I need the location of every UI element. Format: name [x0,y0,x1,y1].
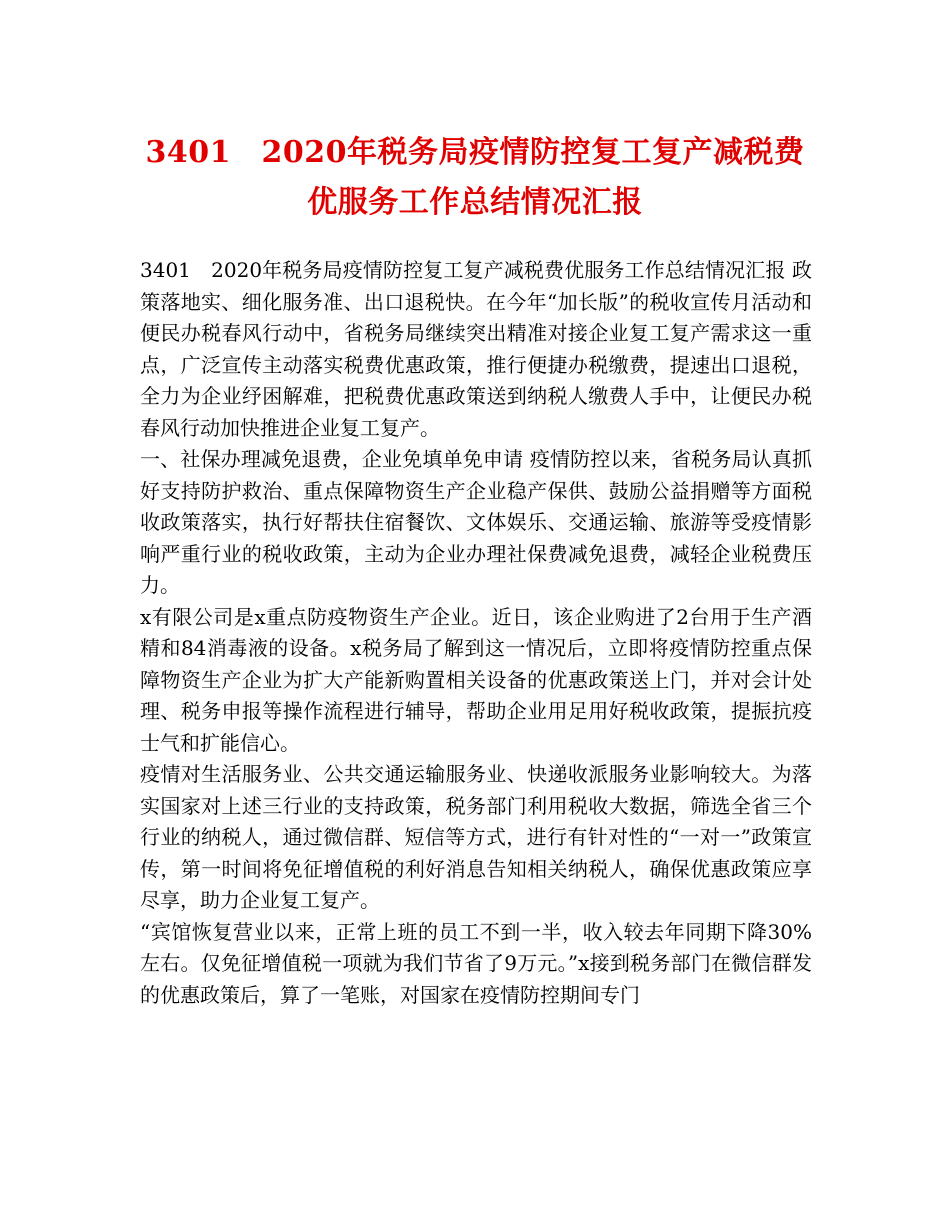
paragraph-hotel-quote: “宾馆恢复营业以来，正常上班的员工不到一半，收入较去年同期下降30%左右。仅免征增值税一项就为我们节省了9万元。”x接到税务部门在微信群发的优惠政策后，算了一笔账，对国家在疫情防控期间专门 [140,919,812,1007]
document-body [140,255,812,1011]
document-title: 3401 2020年税务局疫情防控复工复产减税费优服务工作总结情况汇报 [145,135,805,220]
paragraph-company-case: x有限公司是x重点防疫物资生产企业。近日，该企业购进了2台用于生产酒精和84消毒液的设备。x税务局了解到这一情况后，立即将疫情防控重点保障物资生产企业为扩大产能新购置相关设备的优惠政策送上门，并对会计处理、税务申报等操作流程进行辅导，帮助企业用足用好税收政策，提振抗疫士气和扩能信心。 [140,604,812,755]
paragraph-section-one: 一、社保办理减免退费，企业免填单免申请 疫情防控以来，省税务局认真抓好支持防护救治、重点保障物资生产企业稳产保供、鼓励公益捐赠等方面税收政策落实，执行好帮扶住宿餐饮、文体娱乐、交通运输、旅游等受疫情影响严重行业的税收政策，主动为企业办理社保费减免退费，减轻企业税费压力。 [140,447,812,597]
paragraph-industry-support: 疫情对生活服务业、公共交通运输服务业、快递收派服务业影响较大。为落实国家对上述三行业的支持政策，税务部门利用税收大数据，筛选全省三个行业的纳税人，通过微信群、短信等方式，进行有针对性的“一对一”政策宣传，第一时间将免征增值税的利好消息告知相关纳税人，确保优惠政策应享尽享，助力企业复工复产。 [140,762,812,912]
paragraph-intro: 3401 2020年税务局疫情防控复工复产减税费优服务工作总结情况汇报 政策落地实、细化服务准、出口退税快。在今年“加长版”的税收宣传月活动和便民办税春风行动中，省税务局继续突出精准对接企业复工复产需求这一重点，广泛宣传主动落实税费优惠政策，推行便捷办税缴费，提速出口退税，全力为企业纾困解难，把税费优惠政策送到纳税人缴费人手中，让便民办税春风行动加快推进企业复工复产。 [140,258,812,440]
